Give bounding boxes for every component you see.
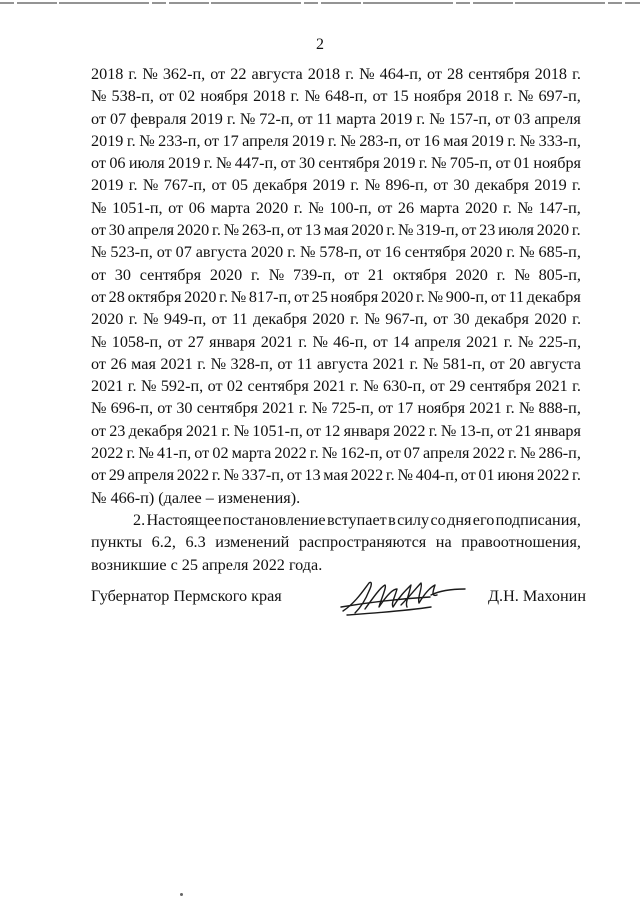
text-line: 2020 г. № 949-п, от 11 декабря 2020 г. № 967-п, от 30 декабря 2020 г. xyxy=(91,310,581,329)
text-line: 2019 г. № 767-п, от 05 декабря 2019 г. № 896-п, от 30 декабря 2019 г. xyxy=(91,176,581,195)
text-line: от 28 октября 2020 г. № 817-п, от 25 ноября 2020 г. № 900-п, от 11 декабря xyxy=(91,287,581,306)
scan-top-edge xyxy=(0,0,640,7)
page-number: 2 xyxy=(316,36,324,53)
text-line: от 07 февраля 2019 г. № 72-п, от 11 марта 2019 г. № 157-п, от 03 апреля xyxy=(91,109,581,128)
text-line: от 29 апреля 2022 г. № 337-п, от 13 мая 2022 г. № 404-п, от 01 июня 2022 г. xyxy=(91,466,581,485)
text-line: от 06 июля 2019 г. № 447-п, от 30 сентября 2019 г. № 705-п, от 01 ноября xyxy=(91,154,581,173)
text-line: от 30 сентября 2020 г. № 739-п, от 21 октября 2020 г. № 805-п, xyxy=(91,265,581,284)
text-line: от 30 апреля 2020 г. № 263-п, от 13 мая 2020 г. № 319-п, от 23 июля 2020 г. xyxy=(91,221,581,240)
text-line: 2022 г. № 41-п, от 02 марта 2022 г. № 162-п, от 07 апреля 2022 г. № 286-п, xyxy=(91,444,581,463)
text-line: № 696-п, от 30 сентября 2021 г. № 725-п, от 17 ноября 2021 г. № 888-п, xyxy=(91,399,581,418)
text-line: № 466-п) (далее – изменения). xyxy=(91,488,301,507)
text-line: № 1051-п, от 06 марта 2020 г. № 100-п, от 26 марта 2020 г. № 147-п, xyxy=(91,198,581,217)
handwritten-signature xyxy=(335,573,470,623)
text-line: 2019 г. № 233-п, от 17 апреля 2019 г. № 283-п, от 16 мая 2019 г. № 333-п, xyxy=(91,131,581,150)
scan-speck xyxy=(180,893,183,896)
text-line: № 1058-п, от 27 января 2021 г. № 46-п, от 14 апреля 2021 г. № 225-п, xyxy=(91,332,581,351)
text-line: № 538-п, от 02 ноября 2018 г. № 648-п, от 15 ноября 2018 г. № 697-п, xyxy=(91,87,581,106)
signatory-title: Губернатор Пермского края xyxy=(91,587,282,605)
text-line: № 523-п, от 07 августа 2020 г. № 578-п, от 16 сентября 2020 г. № 685-п, xyxy=(91,243,581,262)
paragraph-amendments-list xyxy=(91,63,581,509)
signatory-name: Д.Н. Махонин xyxy=(488,587,587,605)
text-line: 2. Настоящее постановление вступает в силу со дня его подписания, xyxy=(133,510,581,529)
document-body xyxy=(91,63,581,576)
paragraph-effective-date xyxy=(91,509,581,576)
text-line: 2018 г. № 362-п, от 22 августа 2018 г. № 464-п, от 28 сентября 2018 г. xyxy=(91,65,581,83)
text-line: от 23 декабря 2021 г. № 1051-п, от 12 января 2022 г. № 13-п, от 21 января xyxy=(91,421,581,440)
text-line: пункты 6.2, 6.3 изменений распространяются на правоотношения, xyxy=(91,533,581,552)
text-line: от 26 мая 2021 г. № 328-п, от 11 августа 2021 г. № 581-п, от 20 августа xyxy=(91,354,581,373)
text-line: 2021 г. № 592-п, от 02 сентября 2021 г. № 630-п, от 29 сентября 2021 г. xyxy=(91,377,581,396)
text-line: возникшие с 25 апреля 2022 года. xyxy=(91,555,323,574)
